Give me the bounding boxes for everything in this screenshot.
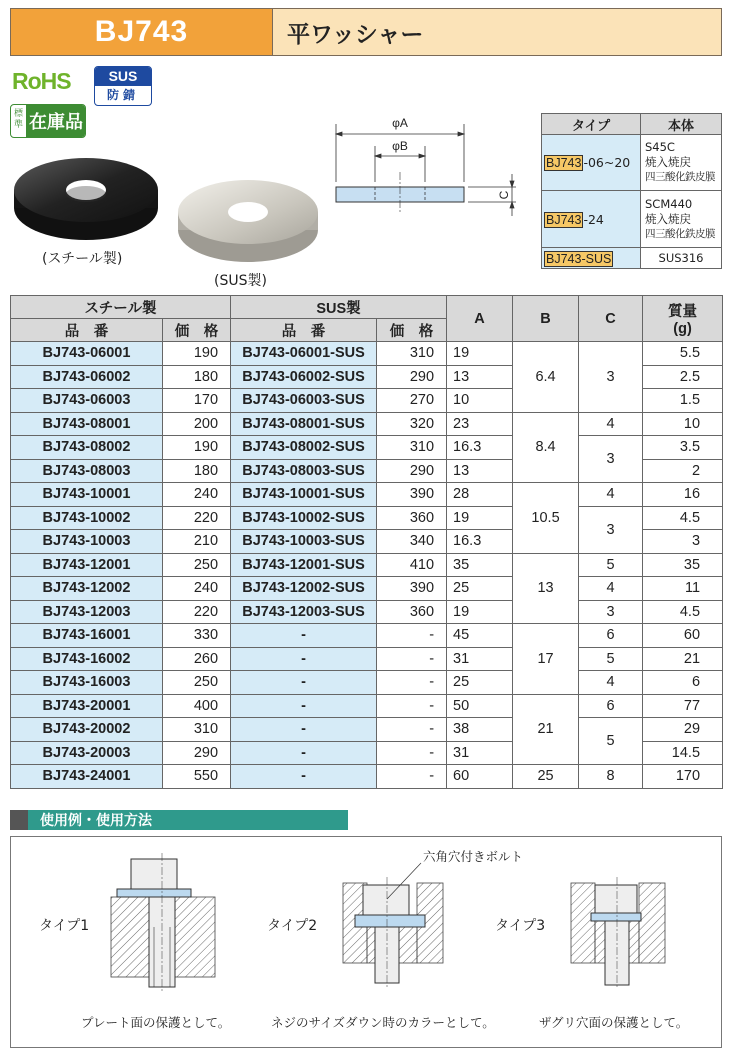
bolt-label: 六角穴付きボルト bbox=[423, 849, 524, 864]
rohs-badge: RoHS bbox=[12, 68, 71, 94]
dim-c: 3 bbox=[579, 342, 643, 413]
dim-a: 25 bbox=[447, 577, 513, 601]
dim-a: 25 bbox=[447, 671, 513, 695]
sus-part-number: BJ743-08002-SUS bbox=[231, 436, 377, 460]
dim-b: 6.4 bbox=[513, 342, 579, 413]
washer-dimension-drawing bbox=[328, 112, 528, 222]
dim-a: 23 bbox=[447, 412, 513, 436]
steel-price: 170 bbox=[163, 389, 231, 413]
table-row bbox=[11, 577, 723, 601]
product-spec-table bbox=[10, 295, 723, 789]
usage-section-title: 使用例・使用方法 bbox=[40, 813, 152, 829]
steel-part-number: BJ743-10003 bbox=[11, 530, 163, 554]
type2-illustration bbox=[343, 863, 443, 987]
dim-c: 3 bbox=[579, 600, 643, 624]
sus-part-number: - bbox=[231, 624, 377, 648]
mass-value: 10 bbox=[643, 412, 723, 436]
body-cell: SUS316 bbox=[641, 248, 722, 269]
stock-badge-large: 在庫品 bbox=[27, 105, 85, 137]
sus-part-number: BJ743-08003-SUS bbox=[231, 459, 377, 483]
table-row bbox=[11, 506, 723, 530]
steel-price: 240 bbox=[163, 483, 231, 507]
sus-part-number: - bbox=[231, 671, 377, 695]
dim-c: 3 bbox=[579, 506, 643, 553]
usage-examples bbox=[10, 836, 722, 1048]
steel-price: 330 bbox=[163, 624, 231, 648]
dim-a: 13 bbox=[447, 365, 513, 389]
type-cell: BJ743 -06~20 bbox=[542, 135, 641, 191]
steel-price: 180 bbox=[163, 365, 231, 389]
type3-caption: ザグリ穴面の保護として。 bbox=[539, 1015, 689, 1030]
steel-price: 210 bbox=[163, 530, 231, 554]
product-header bbox=[10, 8, 722, 56]
table-row bbox=[11, 647, 723, 671]
mass-value: 6 bbox=[643, 671, 723, 695]
steel-price: 200 bbox=[163, 412, 231, 436]
type3-label: タイプ3 bbox=[495, 918, 546, 934]
body-cell: S45C 焼入焼戻 四三酸化鉄皮膜 bbox=[641, 135, 722, 191]
steel-price: 250 bbox=[163, 553, 231, 577]
table-row bbox=[11, 436, 723, 460]
steel-price: 400 bbox=[163, 694, 231, 718]
dim-a: 16.3 bbox=[447, 436, 513, 460]
sus-washer-photo bbox=[172, 170, 324, 266]
sus-price: 390 bbox=[377, 483, 447, 507]
sus-price: 290 bbox=[377, 459, 447, 483]
mass-value: 170 bbox=[643, 765, 723, 789]
dim-c-label: C bbox=[497, 190, 511, 200]
product-code: BJ743 bbox=[11, 9, 273, 55]
sus-group-header: SUS製 bbox=[231, 296, 447, 319]
sus-price: - bbox=[377, 671, 447, 695]
sus-price: - bbox=[377, 741, 447, 765]
steel-price: 190 bbox=[163, 436, 231, 460]
dim-c: 4 bbox=[579, 483, 643, 507]
dim-a: 38 bbox=[447, 718, 513, 742]
steel-part-number: BJ743-16001 bbox=[11, 624, 163, 648]
steel-part-number: BJ743-08001 bbox=[11, 412, 163, 436]
dim-a: 13 bbox=[447, 459, 513, 483]
dim-c: 4 bbox=[579, 412, 643, 436]
steel-price: 260 bbox=[163, 647, 231, 671]
type-row bbox=[542, 135, 722, 191]
mass-value: 35 bbox=[643, 553, 723, 577]
sus-price: 310 bbox=[377, 342, 447, 366]
steel-price: 220 bbox=[163, 506, 231, 530]
steel-price: 290 bbox=[163, 741, 231, 765]
steel-price: 180 bbox=[163, 459, 231, 483]
table-row bbox=[11, 718, 723, 742]
mass-value: 11 bbox=[643, 577, 723, 601]
sus-part-number: - bbox=[231, 741, 377, 765]
sus-price: - bbox=[377, 694, 447, 718]
dim-a: 50 bbox=[447, 694, 513, 718]
sus-part-number: BJ743-08001-SUS bbox=[231, 412, 377, 436]
steel-part-number: BJ743-20002 bbox=[11, 718, 163, 742]
steel-part-header: 品 番 bbox=[11, 319, 163, 342]
dim-a: 31 bbox=[447, 741, 513, 765]
dim-c: 5 bbox=[579, 647, 643, 671]
type-row bbox=[542, 191, 722, 248]
mass-value: 1.5 bbox=[643, 389, 723, 413]
type-cell: BJ743 -24 bbox=[542, 191, 641, 248]
steel-group-header: スチール製 bbox=[11, 296, 231, 319]
sus-price: 270 bbox=[377, 389, 447, 413]
steel-price: 240 bbox=[163, 577, 231, 601]
sus-price-header: 価 格 bbox=[377, 319, 447, 342]
dim-b-label: φB bbox=[392, 139, 408, 153]
sus-part-number: - bbox=[231, 647, 377, 671]
body-cell: SCM440 焼入焼戻 四三酸化鉄皮膜 bbox=[641, 191, 722, 248]
dim-a: 31 bbox=[447, 647, 513, 671]
usage-illustrations bbox=[11, 837, 723, 1049]
mass-value: 4.5 bbox=[643, 600, 723, 624]
steel-part-number: BJ743-20001 bbox=[11, 694, 163, 718]
sus-part-number: BJ743-06003-SUS bbox=[231, 389, 377, 413]
dim-c: 3 bbox=[579, 436, 643, 483]
dim-c: 6 bbox=[579, 694, 643, 718]
mass-value: 14.5 bbox=[643, 741, 723, 765]
sus-part-number: BJ743-12003-SUS bbox=[231, 600, 377, 624]
table-row bbox=[11, 483, 723, 507]
mass-value: 4.5 bbox=[643, 506, 723, 530]
sus-badge-bottom: 防錆 bbox=[106, 88, 139, 102]
table-row bbox=[11, 553, 723, 577]
steel-price: 310 bbox=[163, 718, 231, 742]
steel-part-number: BJ743-20003 bbox=[11, 741, 163, 765]
sus-price: - bbox=[377, 647, 447, 671]
dim-c: 4 bbox=[579, 671, 643, 695]
steel-photo-caption: (スチール製) bbox=[42, 251, 123, 267]
steel-part-number: BJ743-24001 bbox=[11, 765, 163, 789]
type1-illustration bbox=[111, 853, 215, 991]
sus-price: 390 bbox=[377, 577, 447, 601]
mass-value: 3.5 bbox=[643, 436, 723, 460]
body-header: 本体 bbox=[641, 114, 722, 135]
steel-price: 250 bbox=[163, 671, 231, 695]
sus-part-number: BJ743-12002-SUS bbox=[231, 577, 377, 601]
steel-price: 220 bbox=[163, 600, 231, 624]
dim-c: 5 bbox=[579, 553, 643, 577]
sus-price: 360 bbox=[377, 506, 447, 530]
steel-part-number: BJ743-16003 bbox=[11, 671, 163, 695]
dim-c: 8 bbox=[579, 765, 643, 789]
product-name: 平ワッシャー bbox=[287, 21, 424, 48]
dim-a: 28 bbox=[447, 483, 513, 507]
dim-a: 10 bbox=[447, 389, 513, 413]
type2-caption: ネジのサイズダウン時のカラーとして。 bbox=[271, 1015, 495, 1030]
steel-part-number: BJ743-12001 bbox=[11, 553, 163, 577]
sus-rust-badge bbox=[94, 66, 152, 106]
table-row bbox=[11, 624, 723, 648]
sus-price: 320 bbox=[377, 412, 447, 436]
mass-value: 16 bbox=[643, 483, 723, 507]
sus-photo-caption: (SUS製) bbox=[214, 273, 267, 289]
mass-value: 60 bbox=[643, 624, 723, 648]
sus-part-number: BJ743-10002-SUS bbox=[231, 506, 377, 530]
table-row bbox=[11, 671, 723, 695]
sus-part-number: BJ743-10001-SUS bbox=[231, 483, 377, 507]
col-a-header: A bbox=[447, 296, 513, 342]
mass-header: 質量 (g) bbox=[643, 296, 723, 342]
mass-value: 77 bbox=[643, 694, 723, 718]
sus-price: 340 bbox=[377, 530, 447, 554]
steel-washer-photo bbox=[10, 150, 162, 242]
col-b-header: B bbox=[513, 296, 579, 342]
mass-value: 2.5 bbox=[643, 365, 723, 389]
table-row bbox=[11, 600, 723, 624]
sus-part-number: BJ743-12001-SUS bbox=[231, 553, 377, 577]
sus-price: 360 bbox=[377, 600, 447, 624]
table-row bbox=[11, 694, 723, 718]
dim-a-label: φA bbox=[392, 116, 408, 130]
dim-c: 6 bbox=[579, 624, 643, 648]
table-row bbox=[11, 412, 723, 436]
sus-price: - bbox=[377, 718, 447, 742]
type-row bbox=[542, 248, 722, 269]
col-c-header: C bbox=[579, 296, 643, 342]
dim-a: 60 bbox=[447, 765, 513, 789]
sus-part-number: - bbox=[231, 718, 377, 742]
usage-section-header bbox=[10, 810, 348, 830]
steel-part-number: BJ743-08002 bbox=[11, 436, 163, 460]
stock-badge-small: 標準 bbox=[11, 105, 27, 137]
type1-label: タイプ1 bbox=[39, 918, 90, 934]
sus-part-number: - bbox=[231, 694, 377, 718]
dim-a: 19 bbox=[447, 506, 513, 530]
sus-price: 290 bbox=[377, 365, 447, 389]
sus-part-number: BJ743-10003-SUS bbox=[231, 530, 377, 554]
dim-b: 21 bbox=[513, 694, 579, 765]
table-row bbox=[11, 765, 723, 789]
type1-caption: プレート面の保護として。 bbox=[81, 1015, 231, 1030]
type-header: タイプ bbox=[542, 114, 641, 135]
steel-part-number: BJ743-08003 bbox=[11, 459, 163, 483]
dim-a: 45 bbox=[447, 624, 513, 648]
sus-part-header: 品 番 bbox=[231, 319, 377, 342]
sus-part-number: BJ743-06002-SUS bbox=[231, 365, 377, 389]
mass-value: 3 bbox=[643, 530, 723, 554]
dim-b: 10.5 bbox=[513, 483, 579, 554]
type-material-table bbox=[541, 113, 722, 269]
dim-b: 13 bbox=[513, 553, 579, 624]
sus-part-number: - bbox=[231, 765, 377, 789]
dim-c: 5 bbox=[579, 718, 643, 765]
dim-a: 35 bbox=[447, 553, 513, 577]
steel-part-number: BJ743-10002 bbox=[11, 506, 163, 530]
mass-value: 5.5 bbox=[643, 342, 723, 366]
sus-price: - bbox=[377, 765, 447, 789]
steel-part-number: BJ743-12002 bbox=[11, 577, 163, 601]
steel-part-number: BJ743-10001 bbox=[11, 483, 163, 507]
sus-badge-top: SUS bbox=[95, 67, 151, 86]
steel-part-number: BJ743-12003 bbox=[11, 600, 163, 624]
steel-part-number: BJ743-06002 bbox=[11, 365, 163, 389]
type-cell: BJ743-SUS bbox=[542, 248, 641, 269]
dim-a: 19 bbox=[447, 600, 513, 624]
dim-b: 8.4 bbox=[513, 412, 579, 483]
sus-price: 410 bbox=[377, 553, 447, 577]
mass-value: 29 bbox=[643, 718, 723, 742]
type2-label: タイプ2 bbox=[267, 918, 318, 934]
steel-price: 550 bbox=[163, 765, 231, 789]
type3-illustration bbox=[571, 877, 665, 989]
steel-part-number: BJ743-06001 bbox=[11, 342, 163, 366]
dim-b: 25 bbox=[513, 765, 579, 789]
table-row bbox=[11, 342, 723, 366]
steel-part-number: BJ743-06003 bbox=[11, 389, 163, 413]
steel-price: 190 bbox=[163, 342, 231, 366]
standard-stock-badge bbox=[10, 104, 86, 138]
mass-value: 21 bbox=[643, 647, 723, 671]
dim-a: 19 bbox=[447, 342, 513, 366]
steel-price-header: 価 格 bbox=[163, 319, 231, 342]
sus-part-number: BJ743-06001-SUS bbox=[231, 342, 377, 366]
dim-c: 4 bbox=[579, 577, 643, 601]
sus-price: 310 bbox=[377, 436, 447, 460]
dim-a: 16.3 bbox=[447, 530, 513, 554]
steel-part-number: BJ743-16002 bbox=[11, 647, 163, 671]
dim-b: 17 bbox=[513, 624, 579, 695]
sus-price: - bbox=[377, 624, 447, 648]
mass-value: 2 bbox=[643, 459, 723, 483]
